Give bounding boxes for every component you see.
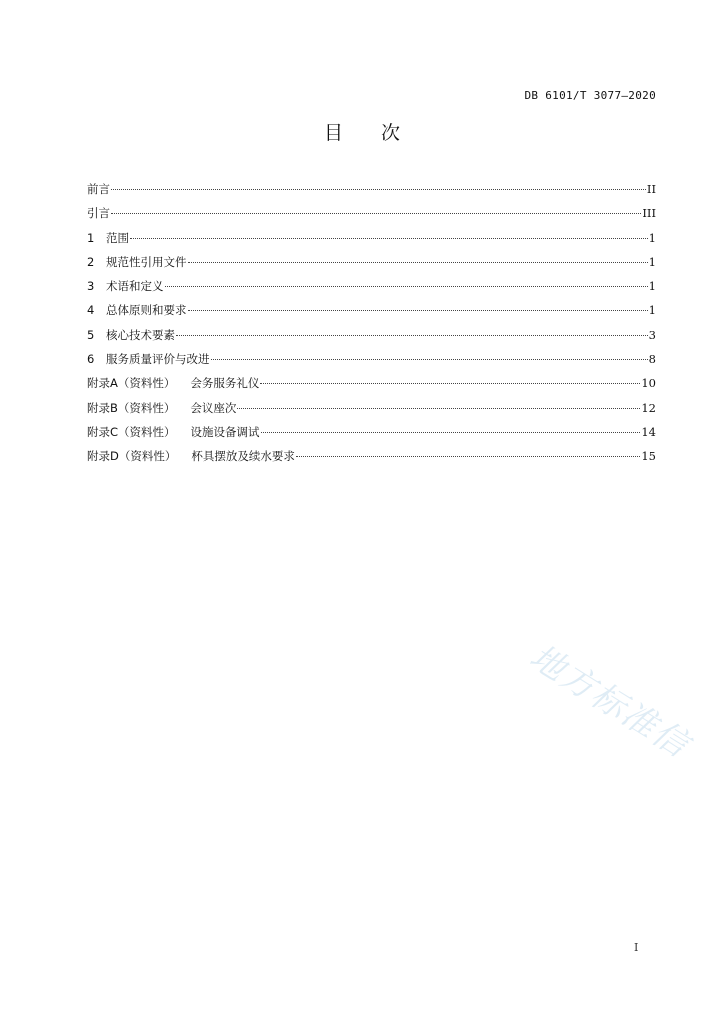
dot-leader bbox=[176, 334, 648, 336]
toc-entry-foreword[interactable] bbox=[87, 181, 656, 205]
toc-entry-text: 服务质量评价与改进 bbox=[106, 352, 210, 367]
dot-leader bbox=[188, 261, 648, 263]
toc-entry-page: 1 bbox=[648, 230, 656, 245]
toc-entry-number: 5 bbox=[87, 327, 95, 342]
toc-entry-text: 会务服务礼仪 bbox=[190, 376, 260, 391]
toc-entry-appendix-b[interactable] bbox=[87, 400, 656, 424]
toc-title: 目次 bbox=[323, 122, 438, 144]
toc-entry-appendix-a[interactable] bbox=[87, 375, 656, 399]
toc-entry-normative-references[interactable] bbox=[87, 254, 656, 278]
toc-entry-number: 4 bbox=[87, 303, 95, 318]
toc-entry-quality-evaluation[interactable] bbox=[87, 351, 656, 375]
toc-entry-page: 12 bbox=[641, 400, 656, 415]
toc-entry-page: 1 bbox=[648, 254, 656, 269]
toc-entry-number: 2 bbox=[87, 254, 95, 269]
page-number: I bbox=[634, 941, 639, 954]
toc-entry-page: 1 bbox=[648, 279, 656, 294]
toc-entry-page: 8 bbox=[648, 352, 656, 367]
toc-entry-number: 附录C（资料性） bbox=[87, 424, 176, 439]
toc-entry-number: 3 bbox=[87, 279, 95, 294]
toc-entry-page: 14 bbox=[641, 424, 656, 439]
toc-entry-text: 会议座次 bbox=[190, 400, 237, 415]
table-of-contents bbox=[87, 181, 656, 473]
dot-leader bbox=[211, 358, 648, 360]
standard-code: DB 6101/T 3077—2020 bbox=[524, 89, 656, 102]
toc-entry-core-technical-elements[interactable] bbox=[87, 327, 656, 351]
dot-leader bbox=[261, 431, 641, 433]
toc-entry-number: 附录D（资料性） bbox=[87, 449, 177, 464]
toc-entry-number: 6 bbox=[87, 352, 95, 367]
dot-leader bbox=[237, 407, 640, 409]
toc-entry-appendix-d[interactable] bbox=[87, 448, 656, 472]
toc-entry-text: 引言 bbox=[87, 206, 110, 221]
toc-entry-page: III bbox=[642, 206, 656, 221]
dot-leader bbox=[165, 285, 648, 287]
watermark: 地方标准信 bbox=[522, 636, 697, 767]
toc-entry-text: 范围 bbox=[106, 230, 129, 245]
toc-entry-scope[interactable] bbox=[87, 230, 656, 254]
toc-entry-text: 规范性引用文件 bbox=[106, 254, 187, 269]
toc-entry-page: 3 bbox=[648, 327, 656, 342]
toc-entry-page: II bbox=[646, 182, 656, 196]
toc-entry-terms-definitions[interactable] bbox=[87, 278, 656, 302]
toc-entry-text: 设施设备调试 bbox=[190, 424, 260, 439]
dot-leader bbox=[260, 382, 640, 384]
toc-entry-text: 术语和定义 bbox=[106, 279, 164, 294]
toc-entry-number: 1 bbox=[87, 230, 95, 245]
toc-entry-page: 15 bbox=[641, 449, 656, 464]
toc-entry-text: 总体原则和要求 bbox=[106, 303, 187, 318]
toc-entry-number: 附录B（资料性） bbox=[87, 400, 176, 415]
toc-entry-text: 前言 bbox=[87, 182, 110, 196]
toc-entry-introduction[interactable] bbox=[87, 205, 656, 229]
dot-leader bbox=[188, 309, 648, 311]
toc-entry-number: 附录A（资料性） bbox=[87, 376, 176, 391]
toc-entry-text: 核心技术要素 bbox=[106, 327, 175, 342]
toc-entry-text: 杯具摆放及续水要求 bbox=[191, 449, 295, 464]
dot-leader bbox=[111, 212, 641, 214]
toc-entry-page: 1 bbox=[648, 303, 656, 318]
toc-entry-page: 10 bbox=[641, 376, 656, 391]
toc-entry-general-principles[interactable] bbox=[87, 302, 656, 326]
dot-leader bbox=[111, 188, 646, 190]
dot-leader bbox=[296, 455, 641, 457]
dot-leader bbox=[130, 237, 648, 239]
toc-entry-appendix-c[interactable] bbox=[87, 424, 656, 448]
